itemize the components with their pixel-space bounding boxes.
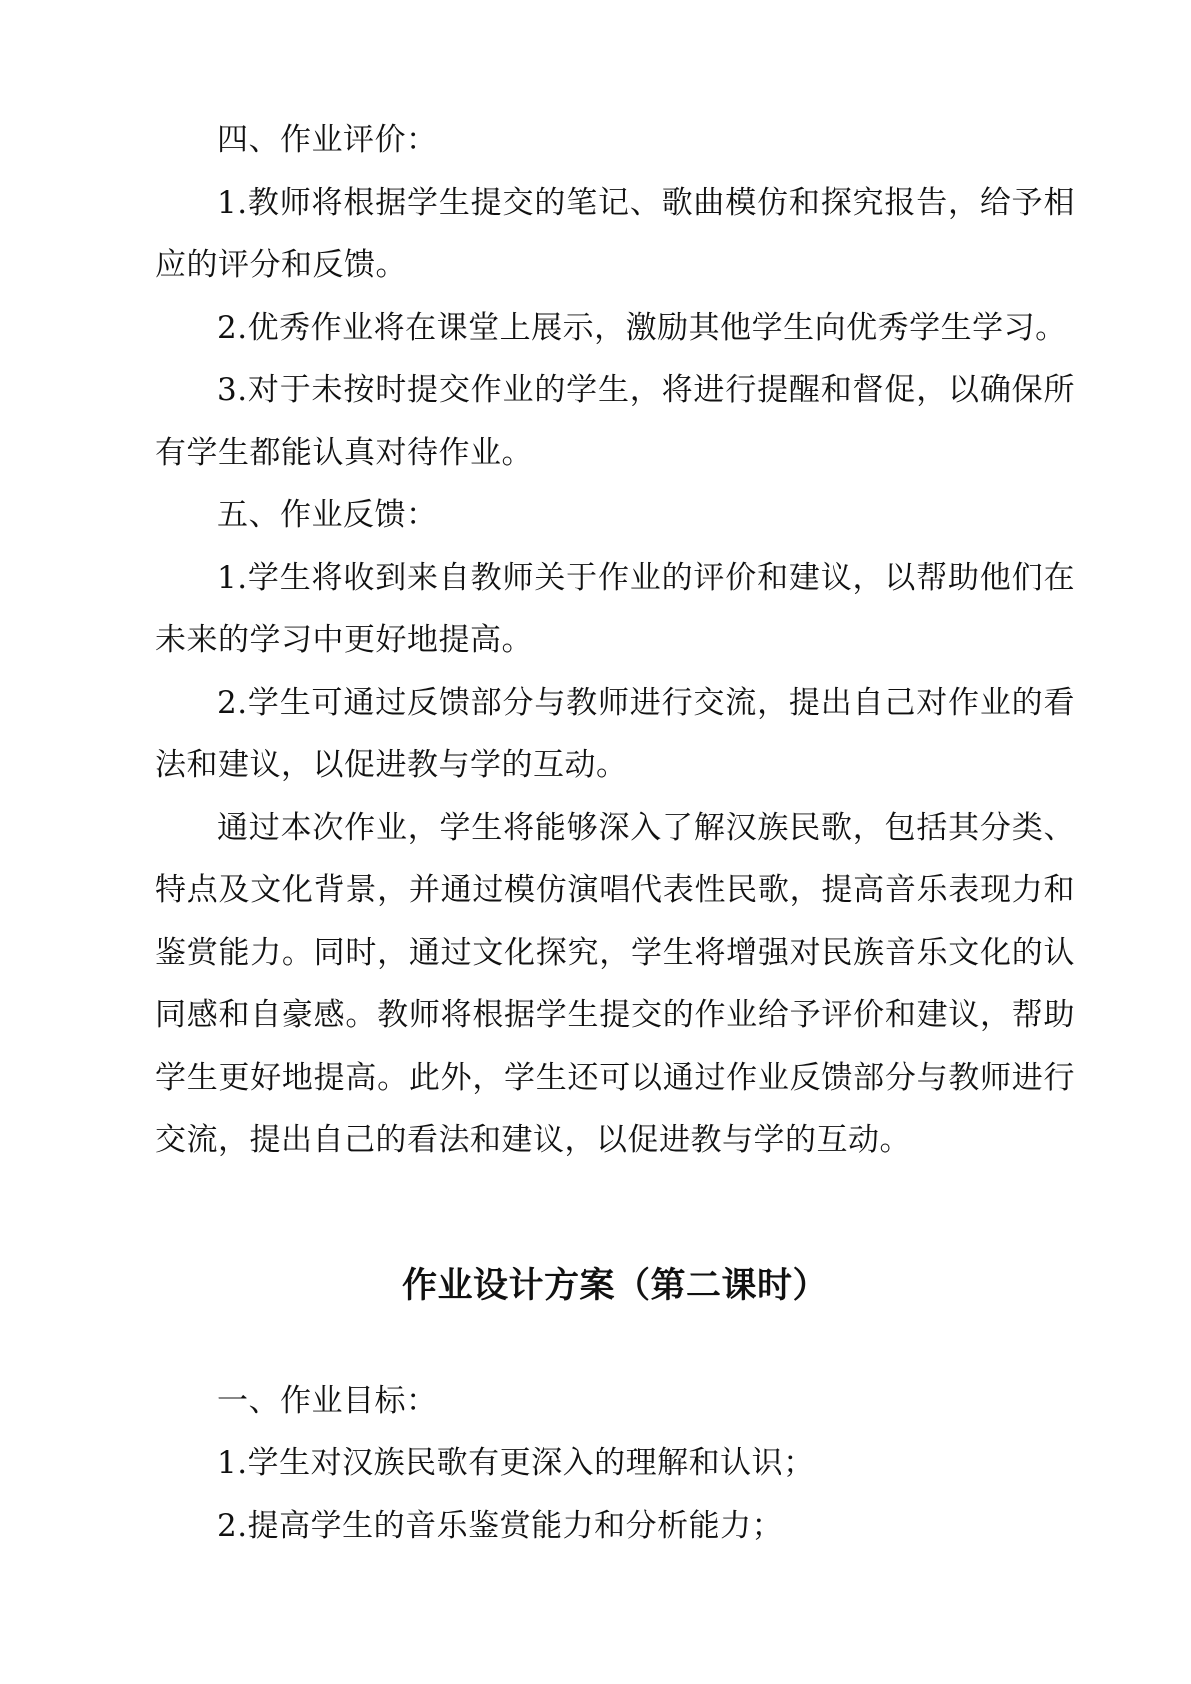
- section-heading-feedback: 五、作业反馈：: [217, 497, 438, 533]
- second-lesson-title: 作业设计方案（第二课时）: [401, 1264, 828, 1306]
- section-heading-objectives: 一、作业目标：: [217, 1382, 438, 1419]
- summary-paragraph: 通过本次作业，学生将能够深入了解汉族民歌，包括其分类、特点及文化背景，并通过模仿演唱代表性民歌，提高音乐表现力和鉴赏能力。同时，通过文化探究，学生将增强对民族音乐文化的认同感和自豪感。教师将根据学生提交的作业给予评价和建议，帮助学生更好地提高。此外，学生还可以通过作业反馈部分与教师进行交流，提出自己的看法和建议，以促进教与学的互动。: [155, 809, 1075, 1158]
- document-body: [155, 109, 1075, 1557]
- section-heading-evaluation: 四、作业评价：: [217, 122, 438, 158]
- feedback-item-2: 2.学生可通过反馈部分与教师进行交流，提出自己对作业的看法和建议，以促进教与学的互动。: [155, 684, 1075, 783]
- objective-item-1: 1.学生对汉族民歌有更深入的理解和认识；: [217, 1445, 815, 1481]
- evaluation-item-2: 2.优秀作业将在课堂上展示，激励其他学生向优秀学生学习。: [217, 309, 1067, 346]
- evaluation-item-1: 1.教师将根据学生提交的笔记、歌曲模仿和探究报告，给予相应的评分和反馈。: [155, 184, 1075, 283]
- evaluation-item-3: 3.对于未按时提交作业的学生，将进行提醒和督促，以确保所有学生都能认真对待作业。: [155, 372, 1075, 471]
- objective-item-2: 2.提高学生的音乐鉴赏能力和分析能力；: [217, 1507, 784, 1544]
- feedback-item-1: 1.学生将收到来自教师关于作业的评价和建议，以帮助他们在未来的学习中更好地提高。: [155, 559, 1075, 658]
